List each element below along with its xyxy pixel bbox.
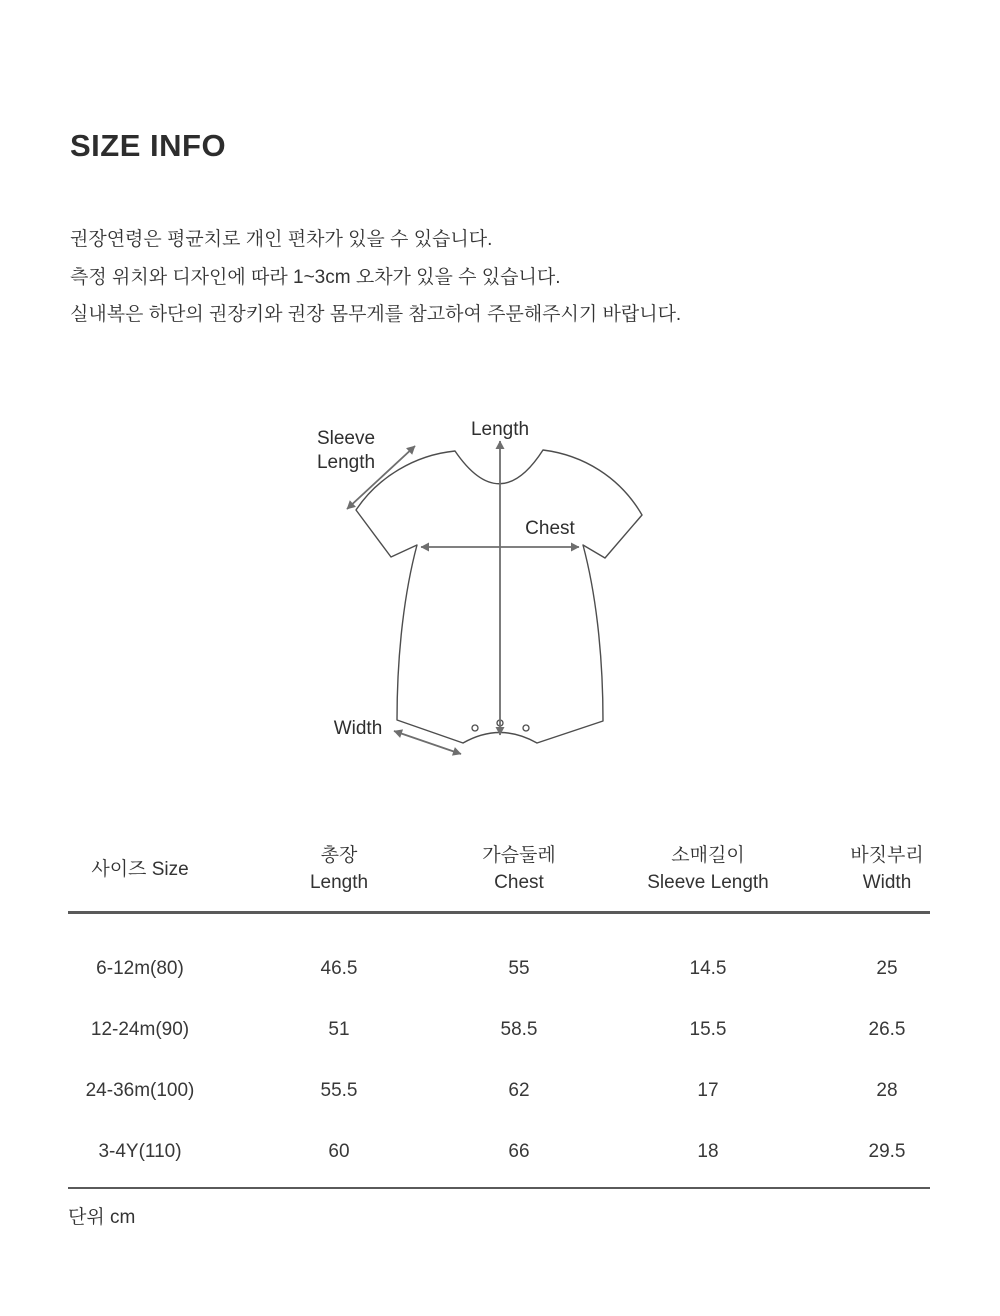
cell-chest: 62 bbox=[508, 1079, 530, 1101]
table-row bbox=[68, 913, 930, 1000]
cell-sleeve: 14.5 bbox=[689, 957, 727, 979]
size-table-header-row bbox=[68, 842, 930, 913]
diagram-label-width: Width bbox=[333, 718, 383, 739]
cell-sleeve: 15.5 bbox=[689, 1018, 727, 1040]
cell-sleeve: 18 bbox=[697, 1140, 719, 1162]
cell-chest: 55 bbox=[508, 957, 530, 979]
page-title: SIZE INFO bbox=[70, 128, 227, 163]
diagram-label-sleeve-length: Sleeve Length bbox=[316, 428, 376, 473]
cell-size: 24-36m(100) bbox=[85, 1079, 195, 1101]
cell-size: 3-4Y(110) bbox=[98, 1140, 182, 1162]
table-row bbox=[68, 1121, 930, 1188]
cell-chest: 58.5 bbox=[500, 1018, 538, 1040]
size-notes bbox=[70, 221, 681, 334]
cell-width: 28 bbox=[876, 1079, 898, 1101]
header-size: 사이즈 Size bbox=[91, 858, 189, 880]
diagram-label-length: Length bbox=[470, 419, 530, 440]
table-row bbox=[68, 999, 930, 1060]
unit-label: 단위 cm bbox=[68, 1207, 136, 1228]
note-line-2: 측정 위치와 디자인에 따라 1~3cm 오차가 있을 수 있습니다. bbox=[70, 266, 561, 288]
cell-length: 46.5 bbox=[320, 957, 358, 979]
header-sleeve-length: 소매길이 Sleeve Length bbox=[647, 845, 769, 893]
cell-sleeve: 17 bbox=[697, 1079, 719, 1101]
cell-size: 6-12m(80) bbox=[96, 957, 184, 979]
diagram-label-chest: Chest bbox=[525, 518, 575, 539]
cell-size: 12-24m(90) bbox=[90, 1018, 190, 1040]
header-length: 총장 Length bbox=[309, 845, 369, 893]
size-table-section bbox=[68, 842, 930, 1229]
cell-length: 51 bbox=[328, 1018, 350, 1040]
header-chest: 가슴둘레 Chest bbox=[482, 845, 556, 893]
cell-width: 26.5 bbox=[868, 1018, 906, 1040]
header-width: 바짓부리 Width bbox=[850, 845, 924, 893]
measurement-diagram bbox=[290, 405, 710, 785]
cell-chest: 66 bbox=[508, 1140, 530, 1162]
cell-width: 25 bbox=[876, 957, 898, 979]
note-line-3: 실내복은 하단의 권장키와 권장 몸무게를 참고하여 주문해주시기 바랍니다. bbox=[70, 304, 682, 325]
garment-outline bbox=[356, 450, 642, 743]
note-line-1: 권장연령은 평균치로 개인 편차가 있을 수 있습니다. bbox=[70, 229, 493, 250]
table-row bbox=[68, 1060, 930, 1121]
cell-length: 55.5 bbox=[320, 1079, 358, 1101]
cell-length: 60 bbox=[328, 1140, 350, 1162]
cell-width: 29.5 bbox=[868, 1140, 906, 1162]
size-table bbox=[68, 842, 930, 1189]
